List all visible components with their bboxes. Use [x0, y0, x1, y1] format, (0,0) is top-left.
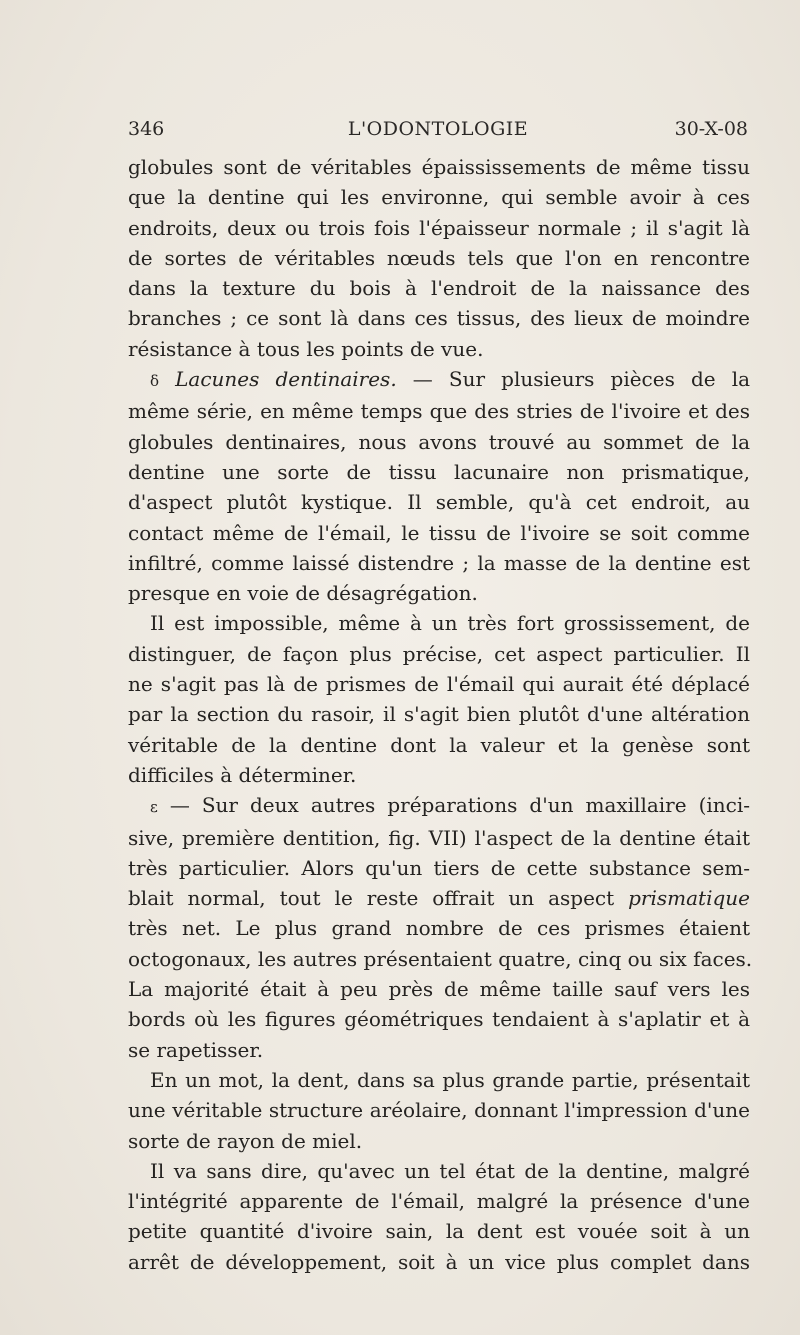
text-line: véritable de la dentine dont la valeur et la genèse sont — [128, 732, 750, 757]
text-line: presque en voie de désagrégation. — [128, 581, 478, 606]
paragraph — [128, 152, 750, 364]
section-heading: Lacunes dentinaires. — [175, 367, 397, 392]
text-line: arrêt de développement, soit à un vice plus complet dans — [128, 1249, 750, 1274]
text-line: Il est impossible, même à un très fort grossissement, de — [150, 611, 750, 636]
text-line — [128, 790, 750, 822]
text-line: Il va sans dire, qu'avec un tel état de la dentine, malgré — [150, 1158, 750, 1183]
text-line: même série, en même temps que des stries de l'ivoire et des — [128, 399, 750, 424]
paragraph — [128, 1156, 750, 1277]
text-fragment: blait normal, tout le reste offrait un aspect — [128, 886, 615, 911]
text-line: une véritable structure aréolaire, donnant l'impression d'une — [128, 1098, 750, 1123]
text-line — [128, 364, 750, 396]
text-line: distinguer, de façon plus précise, cet aspect particulier. Il — [128, 641, 750, 666]
text-fragment: — Sur plusieurs pièces de la — [412, 367, 751, 392]
paragraph-epsilon — [128, 790, 753, 1065]
text-line: contact même de l'émail, le tissu de l'ivoire se soit comme — [128, 520, 750, 545]
text-line: se rapetisser. — [128, 1037, 264, 1062]
text-line: sive, première dentition, fig. VII) l'aspect de la dentine était — [128, 825, 750, 850]
italic-term: prismatique — [628, 886, 750, 911]
running-title: L'ODONTOLOGIE — [347, 118, 529, 140]
section-marker-delta: δ — [150, 372, 160, 391]
paragraph — [128, 1065, 750, 1156]
text-fragment: — Sur deux autres préparations d'un maxillaire (inci- — [169, 793, 751, 818]
body-text — [128, 152, 753, 1277]
text-line: difficiles à déterminer. — [128, 762, 357, 787]
text-line: très net. Le plus grand nombre de ces prismes étaient — [128, 916, 750, 941]
text-line: globules sont de véritables épaississements de même tissu — [128, 155, 750, 179]
section-marker-epsilon: ε — [150, 798, 158, 817]
text-line — [128, 883, 750, 913]
text-line: très particulier. Alors qu'un tiers de cette substance sem- — [128, 855, 750, 880]
text-line: par la section du rasoir, il s'agit bien plutôt d'une altération — [128, 702, 750, 727]
text-line: ne s'agit pas là de prismes de l'émail qui aurait été déplacé — [128, 672, 750, 697]
text-line: l'intégrité apparente de l'émail, malgré la présence d'une — [128, 1189, 750, 1214]
paragraph-lacunes — [128, 364, 750, 608]
paragraph — [128, 608, 750, 790]
text-line: En un mot, la dent, dans sa plus grande partie, présentait — [150, 1067, 750, 1092]
text-line: octogonaux, les autres présentaient quatre, cinq ou six faces. — [128, 946, 753, 971]
text-line: infiltré, comme laissé distendre ; la masse de la dentine est — [128, 550, 750, 575]
text-line: bords où les figures géométriques tendaient à s'aplatir et à — [128, 1007, 750, 1032]
running-header — [128, 118, 748, 148]
text-line: de sortes de véritables nœuds tels que l'on en rencontre — [128, 245, 750, 270]
text-line: La majorité était à peu près de même taille sauf vers les — [128, 977, 750, 1002]
text-line: d'aspect plutôt kystique. Il semble, qu'à cet endroit, au — [128, 490, 750, 515]
text-line: branches ; ce sont là dans ces tissus, des lieux de moindre — [128, 306, 750, 331]
text-line: sorte de rayon de miel. — [128, 1128, 363, 1153]
text-line: résistance à tous les points de vue. — [128, 336, 484, 361]
text-line: endroits, deux ou trois fois l'épaisseur normale ; il s'agit là — [128, 215, 750, 240]
issue-date: 30-X-08 — [674, 118, 748, 140]
text-line: dans la texture du bois à l'endroit de la naissance des — [128, 276, 750, 301]
text-line: globules dentinaires, nous avons trouvé au sommet de la — [128, 429, 750, 454]
page-number: 346 — [128, 118, 165, 140]
text-line: dentine une sorte de tissu lacunaire non prismatique, — [128, 459, 750, 484]
text-line: que la dentine qui les environne, qui semble avoir à ces — [128, 185, 750, 210]
text-line: petite quantité d'ivoire sain, la dent est vouée soit à un — [128, 1219, 750, 1244]
